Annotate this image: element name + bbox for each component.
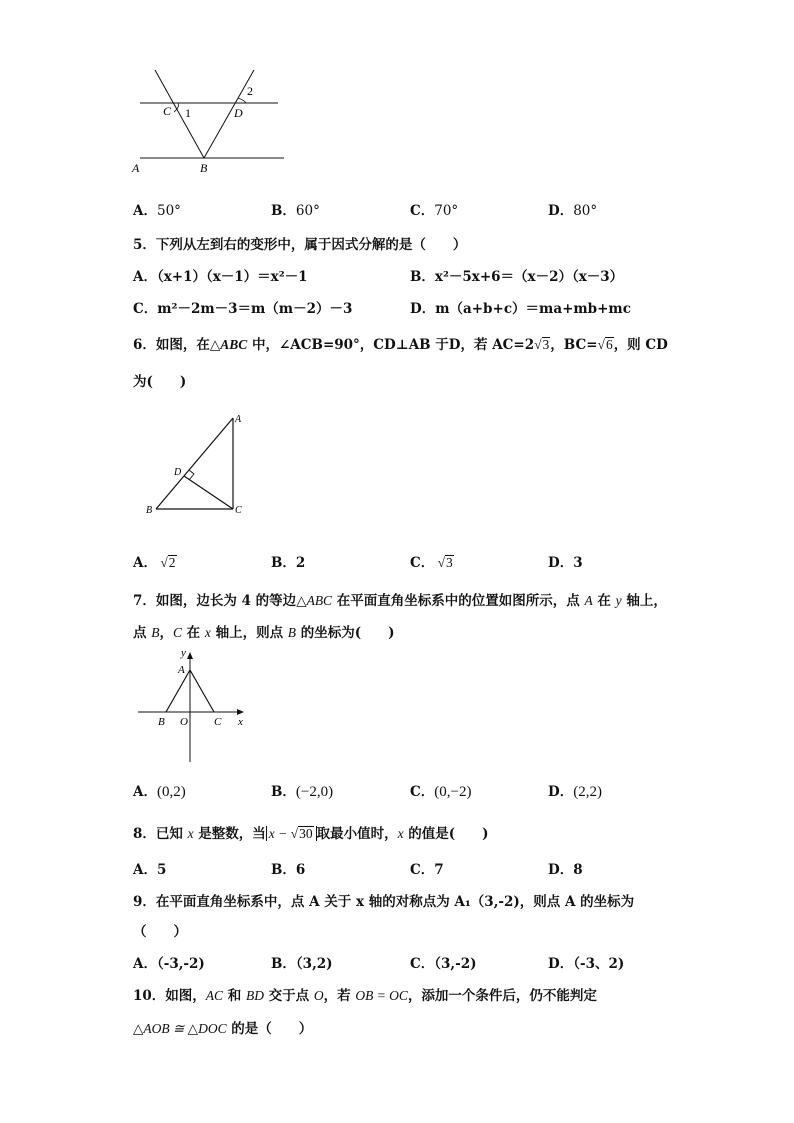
q5-stem: 5．下列从左到右的变形中，属于因式分解的是（ ） — [133, 237, 467, 253]
label-C: C — [214, 716, 222, 728]
q8-option-b[interactable]: B．6 — [271, 862, 306, 878]
y-axis-arrow — [187, 652, 193, 659]
q6-option-d[interactable]: D．3 — [548, 555, 583, 571]
q4-option-d[interactable]: D．80° — [548, 203, 598, 219]
q9-option-c[interactable]: C．（3,-2) — [410, 956, 477, 972]
side-AB — [166, 670, 190, 712]
q5-option-d[interactable]: D．m（a+b+c）＝ma+mb+mc — [410, 301, 631, 317]
q6-ac-radicand: 3 — [542, 337, 550, 352]
q9-option-a[interactable]: A．（-3,-2) — [133, 956, 205, 972]
q6-option-b[interactable]: B．2 — [271, 555, 306, 571]
q9-stem: 9．在平面直角坐标系中，点 A 关于 x 轴的对称点为 A₁（3,-2)，则点 A 的坐标为 — [133, 894, 635, 910]
label-D: D — [174, 467, 182, 478]
q5-option-a[interactable]: A．（x+1）（x－1）＝x²－1 — [133, 269, 308, 285]
q9-option-b[interactable]: B．（3,2) — [271, 956, 333, 972]
q8-stem: 8．已知 x 是整数，当 x − √30 取最小值时，x 的值是( ) — [133, 826, 489, 842]
label-A: A — [132, 161, 140, 175]
coordinate-figure — [134, 646, 254, 766]
altitude-CD — [184, 476, 233, 509]
label-x: x — [238, 716, 243, 728]
side-AB — [156, 418, 233, 509]
q6-bc-radicand: 6 — [605, 337, 613, 352]
label-B: B — [158, 716, 165, 728]
q6-option-a[interactable]: A． √2 — [133, 555, 176, 571]
label-C: C — [163, 104, 172, 118]
q4-option-a[interactable]: A．50° — [133, 203, 181, 219]
label-A: A — [178, 664, 185, 676]
q10-stem-line2: △AOB ≅ △DOC 的是（ ） — [133, 1021, 313, 1037]
q10-stem-line1: 10．如图，AC 和 BD 交于点 O，若 OB = OC，添加一个条件后，仍不能判定 — [133, 988, 597, 1004]
label-D: D — [234, 106, 243, 120]
q8-option-c[interactable]: C．7 — [410, 862, 444, 878]
q7-stem-line2: 点 B，C 在 x 轴上，则点 B 的坐标为( ) — [133, 625, 395, 641]
q5-option-b[interactable]: B．x²－5x+6＝（x－2）（x－3） — [410, 269, 624, 285]
label-2: 2 — [247, 84, 253, 98]
side-AC — [190, 670, 214, 712]
label-O: O — [180, 716, 188, 728]
label-B: B — [200, 161, 208, 175]
label-y: y — [181, 647, 186, 659]
q8-option-a[interactable]: A．5 — [133, 862, 167, 878]
x-axis-arrow — [237, 709, 244, 715]
q4-option-c[interactable]: C．70° — [410, 203, 459, 219]
right-angle-mark — [189, 470, 194, 480]
q9-option-d[interactable]: D．（-3、2) — [548, 956, 625, 972]
q9-stem-line2: （ ） — [133, 924, 187, 940]
q6-stem-line2: 为( ) — [133, 374, 187, 390]
right-triangle-figure — [142, 408, 252, 520]
q4-option-b[interactable]: B．60° — [271, 203, 320, 219]
q7-option-b[interactable]: B．(−2,0) — [271, 784, 334, 800]
q7-stem-line1: 7．如图，边长为 4 的等边△ABC 在平面直角坐标系中的位置如图所示，点 A 在 y 轴上， — [133, 593, 667, 609]
label-C: C — [235, 505, 242, 516]
q7-option-c[interactable]: C．(0,−2) — [410, 784, 472, 800]
q7-option-a[interactable]: A．(0,2) — [133, 784, 186, 800]
label-1: 1 — [185, 106, 191, 120]
label-A: A — [235, 414, 242, 425]
q6-option-c[interactable]: C． √3 — [410, 555, 453, 571]
label-B: B — [146, 505, 153, 516]
q7-option-d[interactable]: D．(2,2) — [548, 784, 602, 800]
q8-option-d[interactable]: D．8 — [548, 862, 583, 878]
angle-2-arc — [238, 98, 246, 103]
q5-option-c[interactable]: C．m²－2m－3＝m（m－2）－3 — [133, 301, 353, 317]
parallel-lines-figure — [128, 62, 298, 180]
q6-stem: 6．如图，在△ABC 中，∠ACB=90°，CD⊥AB 于D，若 AC=2√3，BC=√6，则 CD — [133, 337, 668, 353]
